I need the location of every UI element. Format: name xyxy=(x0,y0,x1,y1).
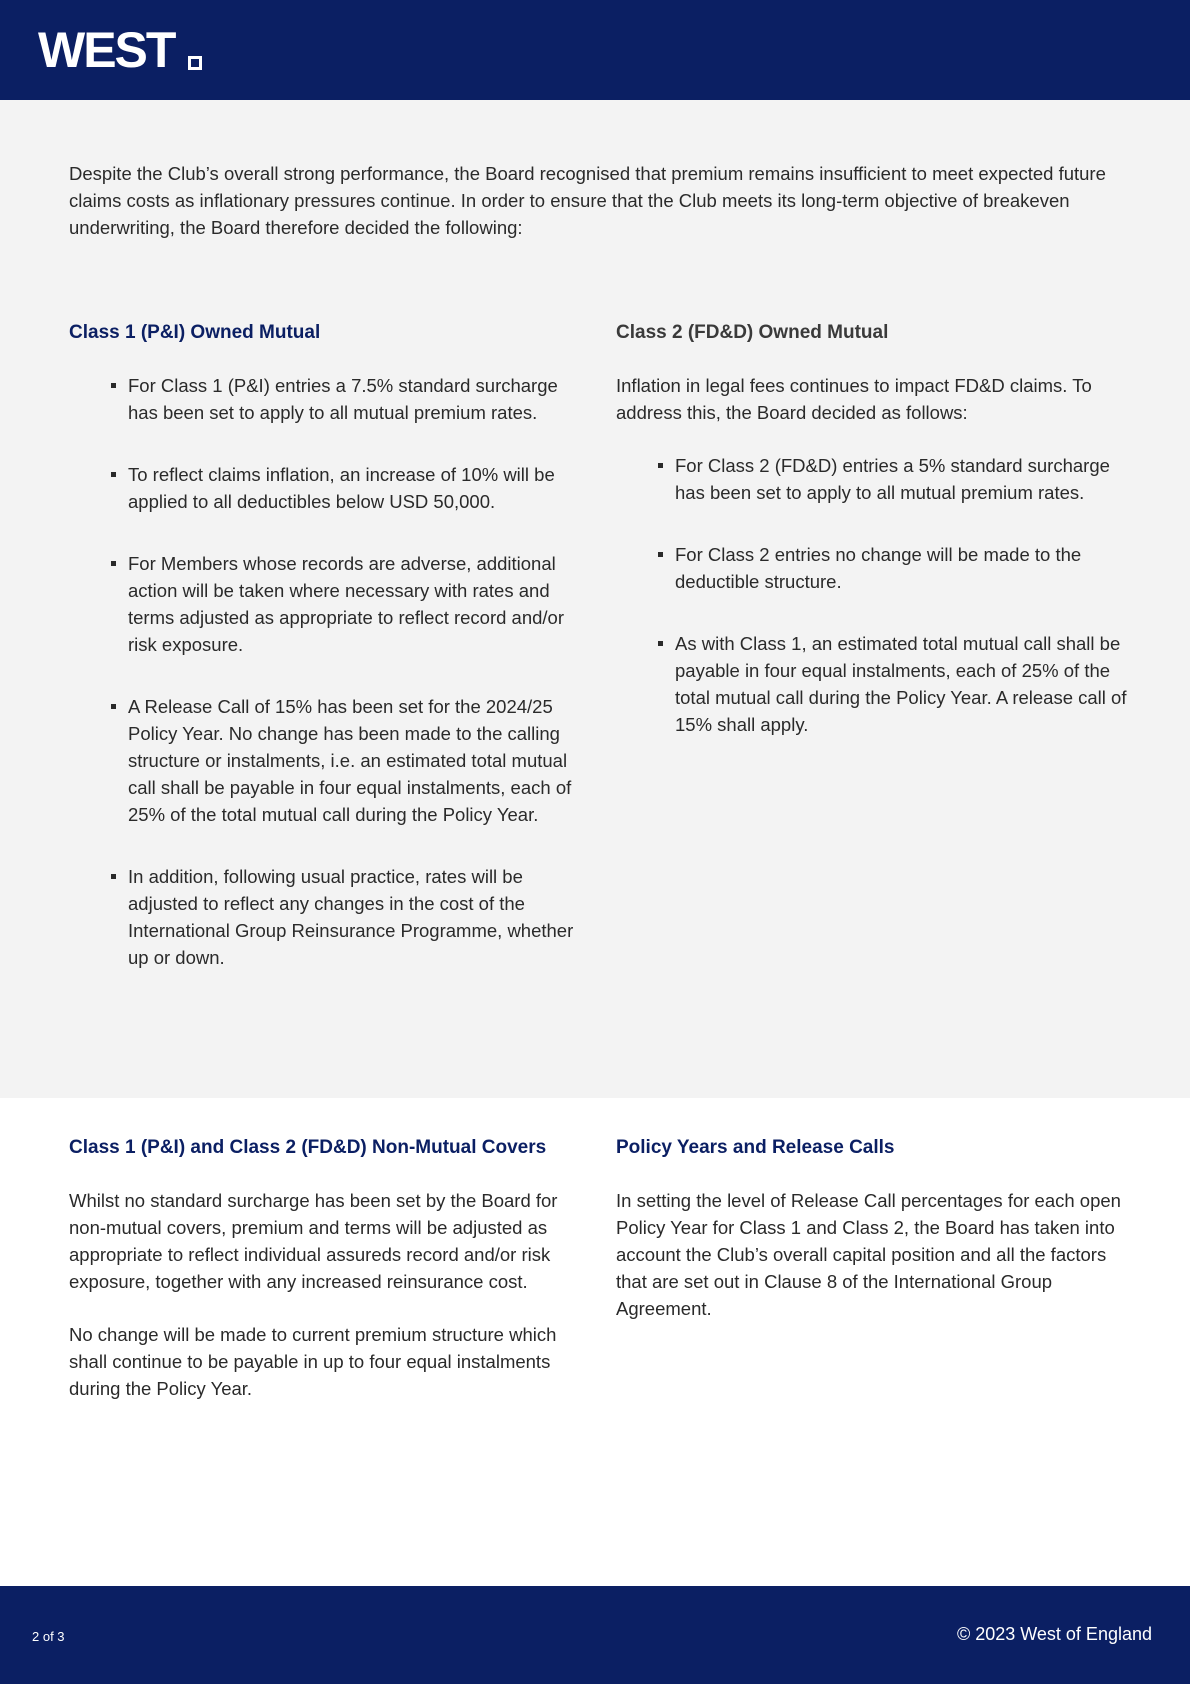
page-number: 2 of 3 xyxy=(32,1629,65,1644)
class1-column xyxy=(69,320,589,1006)
non-mutual-title: Class 1 (P&I) and Class 2 (FD&D) Non-Mutual Covers xyxy=(69,1137,547,1158)
page-footer xyxy=(0,1586,1190,1684)
west-logo: WEST xyxy=(38,22,175,78)
class2-intro: Inflation in legal fees continues to impact FD&D claims. To address this, the Board decided as follows: xyxy=(616,375,1092,423)
list-item: In addition, following usual practice, rates will be adjusted to reflect any changes in the cost of the International Group Reinsurance Programme, whether up or down. xyxy=(69,863,589,971)
list-item: A Release Call of 15% has been set for the 2024/25 Policy Year. No change has been made to the calling structure or instalments, i.e. an estimated total mutual call shall be payable in four equal instalments, each of 25% of the total mutual call during the Policy Year. xyxy=(69,693,589,828)
class2-column xyxy=(616,320,1136,773)
class1-bullet-list xyxy=(69,372,589,971)
non-mutual-paragraph: No change will be made to current premium structure which shall continue to be payable in up to four equal instalments during the Policy Year. xyxy=(69,1324,557,1399)
policy-years-title: Policy Years and Release Calls xyxy=(616,1137,895,1158)
list-item: As with Class 1, an estimated total mutual call shall be payable in four equal instalments, each of 25% of the total mutual call during the Policy Year. A release call of 15% shall apply. xyxy=(616,630,1136,738)
list-item: To reflect claims inflation, an increase of 10% will be applied to all deductibles below USD 50,000. xyxy=(69,461,589,515)
list-item: For Class 2 entries no change will be made to the deductible structure. xyxy=(616,541,1136,595)
non-mutual-paragraph: Whilst no standard surcharge has been set by the Board for non-mutual covers, premium and terms will be adjusted as appropriate to reflect individual assureds record and/or risk exposure, together with any increased reinsurance cost. xyxy=(69,1190,558,1292)
copyright-text: © 2023 West of England xyxy=(956,1624,1152,1644)
logo-square-icon xyxy=(188,56,202,70)
list-item: For Members whose records are adverse, additional action will be taken where necessary with rates and terms adjusted as appropriate to reflect record and/or risk exposure. xyxy=(69,550,589,658)
non-mutual-column xyxy=(69,1135,589,1402)
class1-title: Class 1 (P&I) Owned Mutual xyxy=(69,322,321,343)
class2-title: Class 2 (FD&D) Owned Mutual xyxy=(616,322,889,343)
list-item: For Class 2 (FD&D) entries a 5% standard surcharge has been set to apply to all mutual premium rates. xyxy=(616,452,1136,506)
list-item: For Class 1 (P&I) entries a 7.5% standard surcharge has been set to apply to all mutual premium rates. xyxy=(69,372,589,426)
page-header xyxy=(0,0,1190,100)
intro-paragraph: Despite the Club’s overall strong performance, the Board recognised that premium remains insufficient to meet expected future claims costs as inflationary pressures continue. In order to ensure that the Club meets its long-term objective of breakeven underwriting, the Board therefore decided the following: xyxy=(69,163,1106,238)
policy-years-column xyxy=(616,1135,1136,1322)
class2-bullet-list xyxy=(616,452,1136,738)
policy-years-paragraph: In setting the level of Release Call percentages for each open Policy Year for Class 1 and Class 2, the Board has taken into account the Club’s overall capital position and all the factors that are set out in Clause 8 of the International Group Agreement. xyxy=(616,1190,1121,1319)
